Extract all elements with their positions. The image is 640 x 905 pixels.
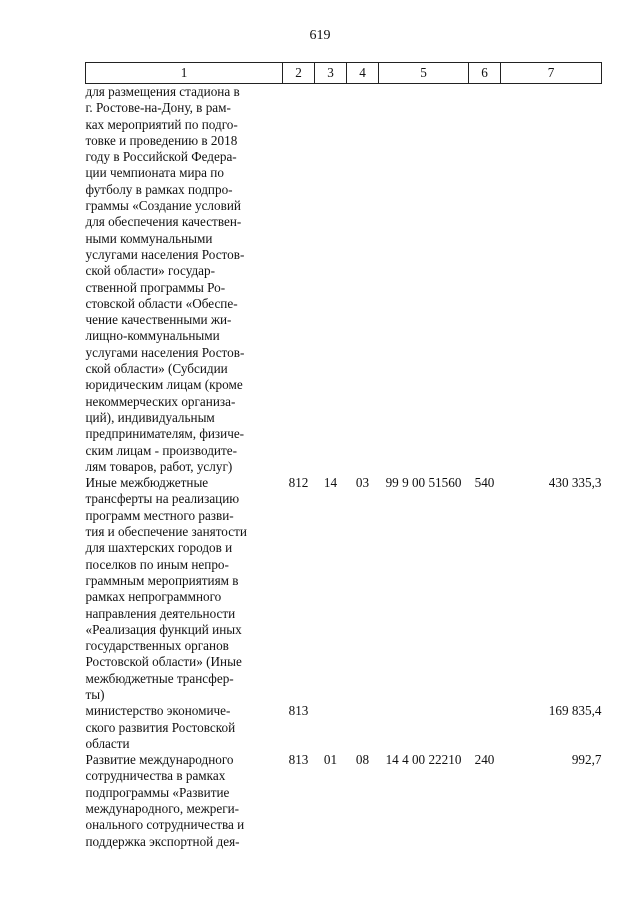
row-vr — [469, 84, 501, 476]
table-row — [86, 703, 602, 752]
row-pr: 08 — [355, 752, 370, 768]
row-csr: 14 4 00 22210 — [385, 752, 462, 768]
row-csr: 99 9 00 51560 — [385, 475, 462, 491]
row-rz — [315, 84, 347, 476]
table-row — [86, 752, 602, 850]
col-header-csr: 5 — [379, 63, 469, 84]
row-pr — [347, 703, 379, 752]
header-row — [86, 63, 602, 84]
row-name: для размещения стадиона в г. Ростове-на-Дону, в рам- ках мероприятий по подго- товке и проведению в 2018 году в Российской Федера- ции чемпионата мира по футболу в рамках подпро- граммы «Создание условий для обеспечения качествен- ными коммунальными услугами населения Ростов- ской области» государ- ственной программы Ро- стовской области «Обеспе- чение качественными жи- лищно-коммунальными услугами населения Ростов- ской области» (Субсидии юридическим лицам (кроме некоммерческих организа- ций), индивидуальным предпринимателям, физиче- ским лицам - производите- лям товаров, работ, услуг) — [85, 84, 245, 474]
row-name: Иные межбюджетные трансферты на реализацию программ местного разви- тия и обеспечение занятости для шахтерских городов и поселков по иным непро- граммным мероприятиям в рамках непрограммного направления деятельности «Реализация функций иных государственных органов Ростовской области» (Иные межбюджетные трансфер- ты) — [85, 475, 247, 702]
row-name: Развитие международного сотрудничества в рамках подпрограммы «Развитие международного, межреги- онального сотрудничества и поддержка экспортной дея- — [85, 752, 245, 849]
row-vr: 540 — [474, 475, 495, 491]
row-sum: 430 335,3 — [548, 475, 602, 491]
row-sum: 169 835,4 — [548, 703, 602, 719]
row-csr — [379, 703, 469, 752]
row-rz: 14 — [323, 475, 338, 491]
col-header-sum: 7 — [501, 63, 602, 84]
col-header-pr: 4 — [347, 63, 379, 84]
row-grbs: 813 — [288, 703, 309, 719]
row-pr: 03 — [355, 475, 370, 491]
table-row — [86, 475, 602, 703]
row-rz — [315, 703, 347, 752]
col-header-name: 1 — [86, 63, 283, 84]
row-csr — [379, 84, 469, 476]
row-grbs — [283, 84, 315, 476]
col-header-rz: 3 — [315, 63, 347, 84]
table-row — [86, 84, 602, 476]
row-vr: 240 — [474, 752, 495, 768]
budget-table — [85, 62, 602, 850]
page-number: 619 — [309, 28, 331, 43]
row-name: министерство экономиче- ского развития Ростовской области — [85, 703, 236, 751]
row-grbs: 813 — [288, 752, 309, 768]
row-vr — [469, 703, 501, 752]
row-pr — [347, 84, 379, 476]
col-header-vr: 6 — [469, 63, 501, 84]
row-sum: 992,7 — [571, 752, 602, 768]
row-rz: 01 — [323, 752, 338, 768]
row-grbs: 812 — [288, 475, 309, 491]
col-header-grbs: 2 — [283, 63, 315, 84]
row-sum — [501, 84, 602, 476]
